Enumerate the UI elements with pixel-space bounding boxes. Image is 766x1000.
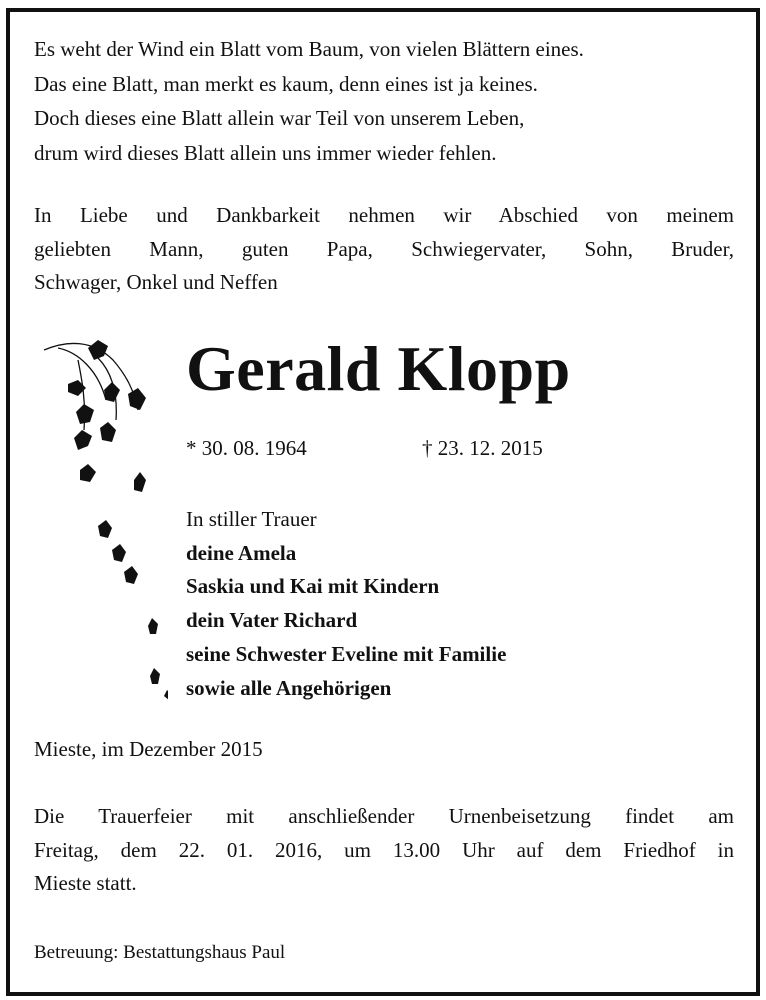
obituary-notice	[6, 8, 760, 996]
funeral-service-info	[34, 800, 734, 901]
intro-line: In Liebe und Dankbarkeit nehmen wir Abschied von meinem	[34, 203, 734, 227]
leaf-icon	[98, 520, 112, 538]
mourners-list	[186, 503, 506, 705]
deceased-name: Gerald Klopp	[186, 333, 571, 404]
mourner-name: seine Schwester Eveline mit Familie	[186, 641, 507, 666]
funeral-home-credit: Betreuung: Bestattungshaus Paul	[34, 942, 286, 963]
leaf-icon	[74, 430, 92, 450]
service-line: Freitag, dem 22. 01. 2016, um 13.00 Uhr auf dem Friedhof in	[34, 837, 734, 862]
leaf-icon	[80, 464, 96, 482]
leaf-icon	[104, 382, 120, 402]
leaf-icon	[148, 618, 158, 634]
birch-branch-illustration	[38, 330, 168, 710]
leaf-icon	[124, 566, 138, 584]
mourner-name: dein Vater Richard	[186, 608, 358, 633]
leaf-icon	[150, 668, 160, 684]
poem-line: Das eine Blatt, man merkt es kaum, denn eines ist ja keines.	[34, 71, 538, 96]
poem-line: Es weht der Wind ein Blatt vom Baum, von vielen Blättern eines.	[34, 37, 584, 61]
mourner-name: Saskia und Kai mit Kindern	[186, 574, 440, 599]
intro-line: Schwager, Onkel und Neffen	[34, 270, 278, 294]
mourner-name: deine Amela	[186, 540, 297, 565]
intro-text	[34, 199, 734, 300]
intro-line: geliebten Mann, guten Papa, Schwiegervater, Sohn, Bruder,	[34, 236, 734, 261]
poem	[34, 32, 584, 170]
poem-line: Doch dieses eine Blatt allein war Teil von unserem Leben,	[34, 106, 525, 130]
life-dates	[186, 433, 543, 463]
death-date: † 23. 12. 2015	[422, 436, 543, 460]
leaf-icon	[128, 388, 146, 410]
mourner-name: sowie alle Angehörigen	[186, 675, 392, 700]
service-line: Mieste statt.	[34, 871, 137, 895]
leaf-icon	[100, 422, 116, 442]
leaf-icon	[88, 340, 108, 360]
place-and-date: Mieste, im Dezember 2015	[34, 737, 263, 761]
leaf-icon	[164, 690, 168, 700]
birth-date: * 30. 08. 1964	[186, 436, 307, 460]
poem-line: drum wird dieses Blatt allein uns immer wieder fehlen.	[34, 140, 497, 165]
leaf-icon	[112, 544, 126, 562]
leaf-icon	[76, 404, 94, 424]
mourners-heading: In stiller Trauer	[186, 507, 317, 531]
service-line: Die Trauerfeier mit anschließender Urnenbeisetzung findet am	[34, 804, 734, 828]
leaf-icon	[134, 472, 146, 492]
